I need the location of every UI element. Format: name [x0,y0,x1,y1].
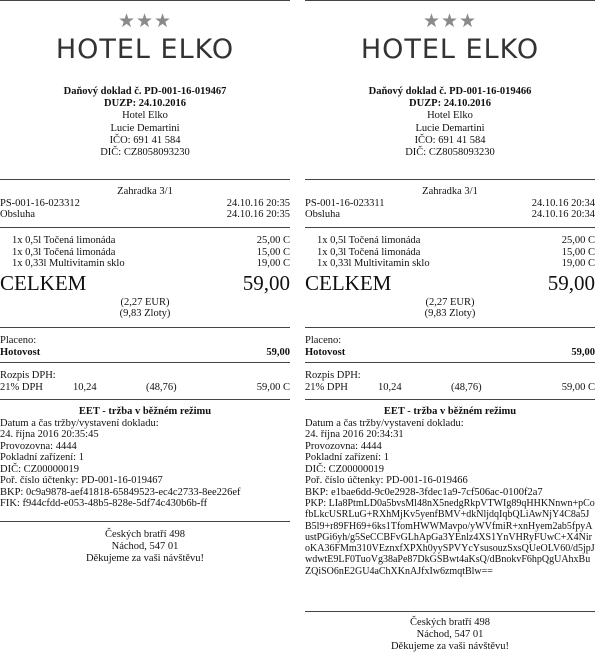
obsluha-date: 24.10.16 20:34 [531,209,595,220]
eur-conversion: (2,27 EUR) [120,296,170,308]
vat-base: (48,76) [146,381,177,393]
eet-line: 24. října 2016 20:35:45 [0,429,99,440]
eet-title: EET - tržba v běžném režimu [383,406,517,417]
top-rule [305,0,595,1]
hotel-logo: HOTEL ELKO [360,34,540,65]
address-line: Náchod, 547 01 [111,541,179,552]
hotel-name: Hotel Elko [427,110,473,122]
hotel-name: Hotel Elko [122,110,168,122]
total-row [0,272,290,294]
receipt-footer [305,617,595,653]
address-line: Českých bratří 498 [105,529,185,540]
divider [0,362,290,363]
table-info [305,186,595,221]
vat-tax: 10,24 [378,381,402,393]
ico-number: IČO: 691 41 584 [109,134,181,146]
ps-date: 24.10.16 20:34 [531,197,595,209]
person-name: Lucie Demartini [415,122,485,134]
list-item [0,235,290,247]
divider [0,521,290,522]
hotovost-label: Hotovost [0,346,41,358]
thanks-text: Děkujeme za vaši návštěvu! [85,553,205,564]
item-price: 19,00 C [256,258,290,269]
obsluha-date: 24.10.16 20:35 [226,209,290,220]
eet-line: Pokladní zařízení: 1 [305,452,389,463]
vat-total: 59,00 C [561,381,595,393]
placeno-label: Placeno: [0,335,37,346]
items-list [0,235,290,320]
divider [305,227,595,228]
items-list [305,235,595,320]
eet-block [305,406,595,612]
eet-line: DIČ: CZ00000019 [0,463,80,475]
dic-number: DIČ: CZ8058093230 [100,147,190,159]
list-item [305,258,595,270]
ps-id: PS-001-16-023311 [305,197,385,209]
hotel-stars-icon: ★★★ [422,11,478,32]
total-label: CELKEM [0,270,87,295]
payment-block [0,335,290,358]
person-name: Lucie Demartini [110,122,180,134]
receipt-footer [0,529,290,565]
obsluha-row [0,209,290,221]
document-title: Daňový doklad č. PD-001-16-019467 [63,86,227,97]
pkp-code: PKP: LIa8PtmLD0a5bvsMl48nX5nedgRkpVTWIg89qHHKNnwn+pCofbLkcUSRLuG+RXhMjKv5yenfBMV+dkNljdqIqbQLiAwNjY4C8a5JB5l9+r89FH69+6ks1TfomHWWMavpo/yWVfmiR+xnHyem2ab5fpyAustPGi6yh/g5SeCCBFvGLhApGa3YEnlz4XS1YnVHRyFUwC+X4NiroKA36FMm310VEznxfXPXh0yySPVYcYsusouzSxsQUeOLV60/d5jpJwdwtE9LF0TuoVg38aPe87DkGSBwt4aKsQ/dBnokvF6hpQgUAhxBuZQiSO6nE2GU4aChXKnAJfxIw6zmqtBlw== [305,498,595,577]
eet-block [0,406,290,510]
item-name: 1x 0,3l Točená limonáda [12,246,116,258]
vat-base: (48,76) [451,381,482,393]
hotovost-row [305,347,595,359]
divider [305,179,595,180]
item-price: 15,00 C [561,246,595,258]
ps-row [305,198,595,210]
divider [305,327,595,328]
top-rule [0,0,290,1]
thanks-text: Děkujeme za vaši návštěvu! [390,641,510,652]
eet-line: FIK: f944cfdd-e053-48b5-828e-5df74c430b6b-ff [0,498,208,509]
eet-line: Poř. číslo účtenky: PD-001-16-019467 [0,475,163,486]
payment-block [305,335,595,358]
item-name: 1x 0,5l Točená limonáda [317,235,421,246]
vat-row [0,382,290,394]
divider [0,327,290,328]
vat-block [305,370,595,393]
vat-block [0,370,290,393]
table-info [0,186,290,221]
vat-total: 59,00 C [256,381,290,393]
eet-line: 24. října 2016 20:34:31 [305,429,404,440]
hotel-logo: HOTEL ELKO [55,34,235,65]
obsluha-row [305,209,595,221]
total-label: CELKEM [305,270,392,295]
receipt-left [0,0,290,669]
item-name: 1x 0,5l Točená limonáda [12,235,116,246]
duzp-date: DUZP: 24.10.2016 [104,98,186,110]
vat-rate: 21% DPH [305,381,348,393]
hotel-stars-icon: ★★★ [117,11,173,32]
total-row [305,272,595,294]
obsluha-label: Obsluha [0,209,35,220]
eet-line: Provozovna: 4444 [305,440,382,452]
vat-tax: 10,24 [73,381,97,393]
eur-conversion: (2,27 EUR) [425,296,475,308]
hotovost-value: 59,00 [266,346,290,358]
divider [305,611,595,612]
eet-line: Pokladní zařízení: 1 [0,452,84,463]
table-name: Zahradka 3/1 [117,186,173,197]
ps-row [0,198,290,210]
list-item [305,247,595,259]
placeno-label: Placeno: [305,335,342,346]
item-price: 25,00 C [256,235,290,246]
divider [0,399,290,400]
receipt-header [0,86,290,159]
vat-rate: 21% DPH [0,381,43,393]
eet-line: BKP: 0c9a9878-aef41818-65849523-ec4c2733-8ee226ef [0,486,241,498]
hotovost-value: 59,00 [571,346,595,358]
eet-line: Datum a čas tržby/vystavení dokladu: [0,417,159,429]
vat-row [305,382,595,394]
eet-line: Poř. číslo účtenky: PD-001-16-019466 [305,475,468,486]
divider [305,362,595,363]
item-name: 1x 0,33l Multivitamin sklo [12,258,125,269]
item-name: 1x 0,3l Točená limonáda [317,246,421,258]
item-name: 1x 0,33l Multivitamin sklo [317,258,430,269]
ico-number: IČO: 691 41 584 [414,134,486,146]
divider [0,227,290,228]
total-value: 59,00 [547,270,595,295]
divider [305,399,595,400]
address-line: Náchod, 547 01 [416,629,484,640]
dic-number: DIČ: CZ8058093230 [405,147,495,159]
ps-date: 24.10.16 20:35 [226,197,290,209]
ps-id: PS-001-16-023312 [0,197,80,209]
receipt-right [305,0,595,669]
item-price: 15,00 C [256,246,290,258]
eet-line: Datum a čas tržby/vystavení dokladu: [305,417,464,429]
rozpis-label: Rozpis DPH: [0,370,56,381]
list-item [305,235,595,247]
hotovost-row [0,347,290,359]
hotovost-label: Hotovost [305,346,346,358]
zloty-conversion: (9,83 Zloty) [424,308,476,319]
eet-line: DIČ: CZ00000019 [305,463,385,475]
item-price: 25,00 C [561,235,595,246]
receipt-header [305,86,595,159]
eet-title: EET - tržba v běžném režimu [78,406,212,417]
zloty-conversion: (9,83 Zloty) [119,308,171,319]
duzp-date: DUZP: 24.10.2016 [409,98,491,110]
table-name: Zahradka 3/1 [422,186,478,197]
item-price: 19,00 C [561,258,595,269]
list-item [0,258,290,270]
rozpis-label: Rozpis DPH: [305,370,361,381]
obsluha-label: Obsluha [305,209,340,220]
eet-line: Provozovna: 4444 [0,440,77,452]
eet-line: BKP: e1bae6dd-9c0e2928-3fdec1a9-7cf506ac-0100f2a7 [305,486,543,498]
total-value: 59,00 [242,270,290,295]
address-line: Českých bratří 498 [410,617,490,628]
document-title: Daňový doklad č. PD-001-16-019466 [368,86,532,97]
list-item [0,247,290,259]
divider [0,179,290,180]
